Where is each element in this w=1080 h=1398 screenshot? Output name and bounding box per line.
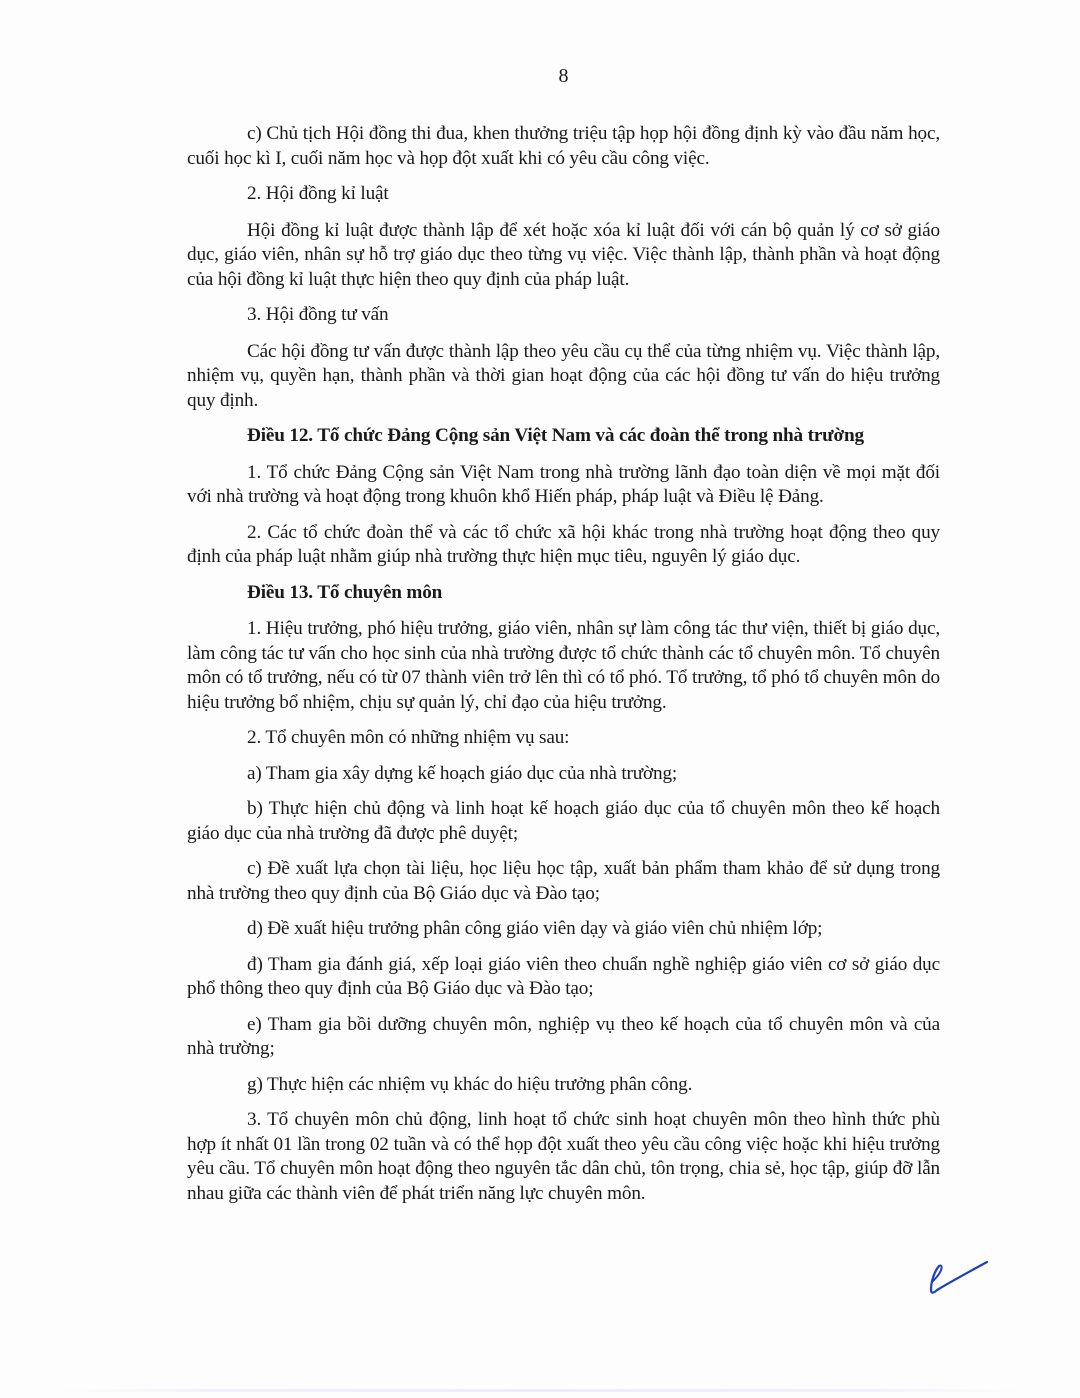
article-13-item-a: a) Tham gia xây dựng kế hoạch giáo dục của nhà trường; bbox=[247, 762, 678, 784]
initials-signature-icon bbox=[925, 1258, 995, 1300]
article-13-item-b: b) Thực hiện chủ động và linh hoạt kế hoạch giáo dục của tổ chuyên môn theo kế hoạch giáo dục của nhà trường đã được phê duyệt; bbox=[187, 798, 940, 844]
article-12-clause-1: 1. Tổ chức Đảng Cộng sản Việt Nam trong nhà trường lãnh đạo toàn diện về mọi mặt đối với nhà trường và hoạt động trong khuôn khổ Hiến pháp, pháp luật và Điều lệ Đảng. bbox=[187, 461, 940, 507]
paragraph-council-chair-meetings: c) Chủ tịch Hội đồng thi đua, khen thưởng triệu tập họp hội đồng định kỳ vào đầu năm học, cuối học kì I, cuối năm học và họp đột xuất khi có yêu cầu công việc. bbox=[187, 123, 940, 169]
subheading-disciplinary-council: 2. Hội đồng kỉ luật bbox=[247, 183, 389, 204]
article-13-item-c: c) Đề xuất lựa chọn tài liệu, học liệu học tập, xuất bản phẩm tham khảo để sử dụng trong nhà trường theo quy định của Bộ Giáo dục và Đào tạo; bbox=[187, 858, 940, 904]
article-13-item-g: g) Thực hiện các nhiệm vụ khác do hiệu trưởng phân công. bbox=[247, 1073, 693, 1095]
article-13-clause-2-intro: 2. Tổ chuyên môn có những nhiệm vụ sau: bbox=[247, 727, 570, 748]
article-13-item-d: d) Đề xuất hiệu trưởng phân công giáo viên dạy và giáo viên chủ nhiệm lớp; bbox=[247, 918, 823, 939]
scan-bottom-edge bbox=[60, 1389, 1020, 1392]
paragraph-advisory-council: Các hội đồng tư vấn được thành lập theo yêu cầu cụ thể của từng nhiệm vụ. Việc thành lập, nhiệm vụ, quyền hạn, thành phần và thời gian hoạt động của các hội đồng tư vấn do hiệu trưởng quy định. bbox=[187, 340, 940, 411]
page-number: 8 bbox=[558, 65, 569, 87]
article-12-clause-2: 2. Các tổ chức đoàn thể và các tổ chức xã hội khác trong nhà trường hoạt động theo quy định của pháp luật nhằm giúp nhà trường thực hiện mục tiêu, nguyên lý giáo dục. bbox=[187, 521, 940, 567]
document-body bbox=[187, 122, 940, 1217]
article-12-heading: Điều 12. Tổ chức Đảng Cộng sản Việt Nam và các đoàn thể trong nhà trường bbox=[247, 425, 864, 446]
article-13-clause-1: 1. Hiệu trưởng, phó hiệu trưởng, giáo viên, nhân sự làm công tác thư viện, thiết bị giáo dục, làm công tác tư vấn cho học sinh của nhà trường được tổ chức thành các tổ chuyên môn. Tổ chuyên môn có tổ trưởng, nếu có từ 07 thành viên trở lên thì có tổ phó. Tổ trưởng, tổ phó tổ chuyên môn do hiệu trưởng bổ nhiệm, chịu sự quản lý, chỉ đạo của hiệu trưởng. bbox=[187, 618, 940, 713]
article-13-item-e: e) Tham gia bồi dưỡng chuyên môn, nghiệp vụ theo kế hoạch của tổ chuyên môn và của nhà trường; bbox=[187, 1013, 940, 1059]
article-13-heading: Điều 13. Tổ chuyên môn bbox=[247, 581, 443, 603]
paragraph-disciplinary-council: Hội đồng kỉ luật được thành lập để xét hoặc xóa kỉ luật đối với cán bộ quản lý cơ sở giáo dục, giáo viên, nhân sự hỗ trợ giáo dục theo từng vụ việc. Việc thành lập, thành phần và hoạt động của hội đồng kỉ luật thực hiện theo quy định của pháp luật. bbox=[187, 219, 940, 290]
article-13-clause-3: 3. Tổ chuyên môn chủ động, linh hoạt tổ chức sinh hoạt chuyên môn theo hình thức phù hợp ít nhất 01 lần trong 02 tuần và có thể họp đột xuất theo yêu cầu công việc hoặc khi hiệu trưởng yêu cầu. Tổ chuyên môn hoạt động theo nguyên tắc dân chủ, tôn trọng, chia sẻ, học tập, giúp đỡ lẫn nhau giữa các thành viên để phát triển năng lực chuyên môn. bbox=[187, 1109, 940, 1204]
subheading-advisory-council: 3. Hội đồng tư vấn bbox=[247, 304, 389, 325]
article-13-item-dd: đ) Tham gia đánh giá, xếp loại giáo viên theo chuẩn nghề nghiệp giáo viên cơ sở giáo dục phổ thông theo quy định của Bộ Giáo dục và Đào tạo; bbox=[187, 953, 940, 999]
